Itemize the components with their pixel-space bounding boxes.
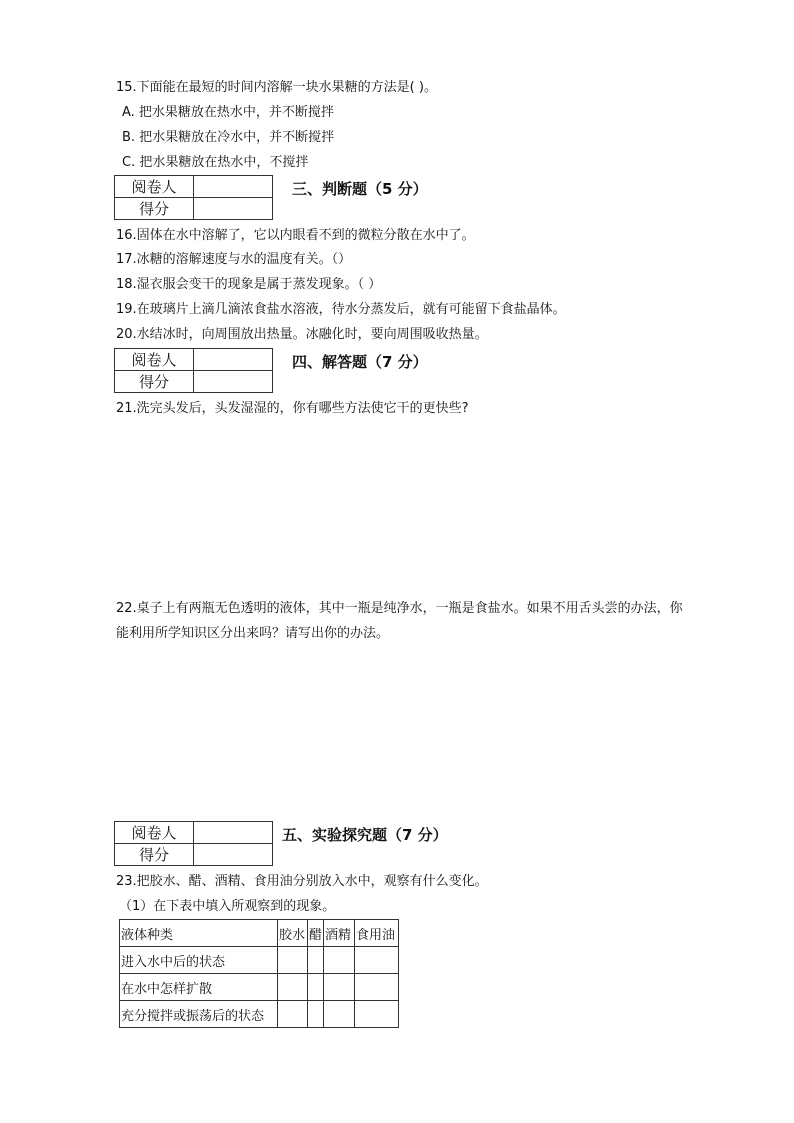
row-label: 进入水中后的状态 [120,947,278,974]
answer-cell[interactable] [355,947,399,974]
observation-table [119,919,399,1028]
header-cooking-oil: 食用油 [355,920,399,947]
row-label: 在水中怎样扩散 [120,974,278,1001]
question-15-option-a: A. 把水果糖放在热水中，并不断搅拌 [122,105,334,120]
table-row [120,974,399,1001]
score-label: 得分 [115,198,194,220]
reviewer-label: 阅卷人 [115,822,194,844]
header-alcohol: 酒精 [324,920,355,947]
reviewer-blank[interactable] [194,822,273,844]
question-15-stem: 15.下面能在最短的时间内溶解一块水果糖的方法是( )。 [116,80,437,95]
table-row [120,947,399,974]
row-label: 充分搅拌或振荡后的状态 [120,1001,278,1028]
table-row [120,1001,399,1028]
reviewer-blank[interactable] [194,349,273,371]
question-23-stem: 23.把胶水、醋、酒精、食用油分别放入水中，观察有什么变化。 [116,874,488,889]
answer-cell[interactable] [324,947,355,974]
score-blank[interactable] [194,198,273,220]
question-20: 20.水结冰时，向周围放出热量。冰融化时，要向周围吸收热量。 [116,327,488,342]
reviewer-blank[interactable] [194,176,273,198]
header-vinegar: 醋 [308,920,324,947]
question-22-line-1: 22.桌子上有两瓶无色透明的液体，其中一瓶是纯净水，一瓶是食盐水。如果不用舌头尝的办法，你 [116,601,683,616]
answer-cell[interactable] [278,947,308,974]
reviewer-label: 阅卷人 [115,349,194,371]
answer-cell[interactable] [324,974,355,1001]
answer-cell[interactable] [308,1001,324,1028]
question-18: 18.湿衣服会变干的现象是属于蒸发现象。（ ） [116,277,382,292]
question-16: 16.固体在水中溶解了，它以内眼看不到的微粒分散在水中了。 [116,228,475,243]
section-3-title: 三、判断题（5 分） [292,180,428,198]
section-4-title: 四、解答题（7 分） [292,353,428,371]
score-blank[interactable] [194,371,273,393]
answer-cell[interactable] [278,974,308,1001]
question-23-subquestion-1: （1）在下表中填入所观察到的现象。 [119,899,336,914]
header-liquid-type: 液体种类 [120,920,278,947]
section-5-title: 五、实验探究题（7 分） [282,826,448,844]
table-header-row [120,920,399,947]
score-box-section-4 [114,348,273,393]
question-22-line-2: 能利用所学知识区分出来吗？请写出你的办法。 [116,626,390,641]
answer-cell[interactable] [355,974,399,1001]
answer-cell[interactable] [308,947,324,974]
score-label: 得分 [115,844,194,866]
question-15-option-c: C. 把水果糖放在热水中，不搅拌 [122,155,309,170]
answer-cell[interactable] [324,1001,355,1028]
question-21: 21.洗完头发后，头发湿湿的，你有哪些方法使它干的更快些? [116,401,469,416]
score-blank[interactable] [194,844,273,866]
question-15-option-b: B. 把水果糖放在冷水中，并不断搅拌 [122,130,335,145]
answer-cell[interactable] [355,1001,399,1028]
answer-cell[interactable] [308,974,324,1001]
header-glue: 胶水 [278,920,308,947]
score-box-section-5 [114,821,273,866]
question-17: 17.冰糖的溶解速度与水的温度有关。（） [116,252,352,267]
score-label: 得分 [115,371,194,393]
answer-cell[interactable] [278,1001,308,1028]
question-19: 19.在玻璃片上滴几滴浓食盐水溶液，待水分蒸发后，就有可能留下食盐晶体。 [116,302,566,317]
reviewer-label: 阅卷人 [115,176,194,198]
score-box-section-3 [114,175,273,220]
